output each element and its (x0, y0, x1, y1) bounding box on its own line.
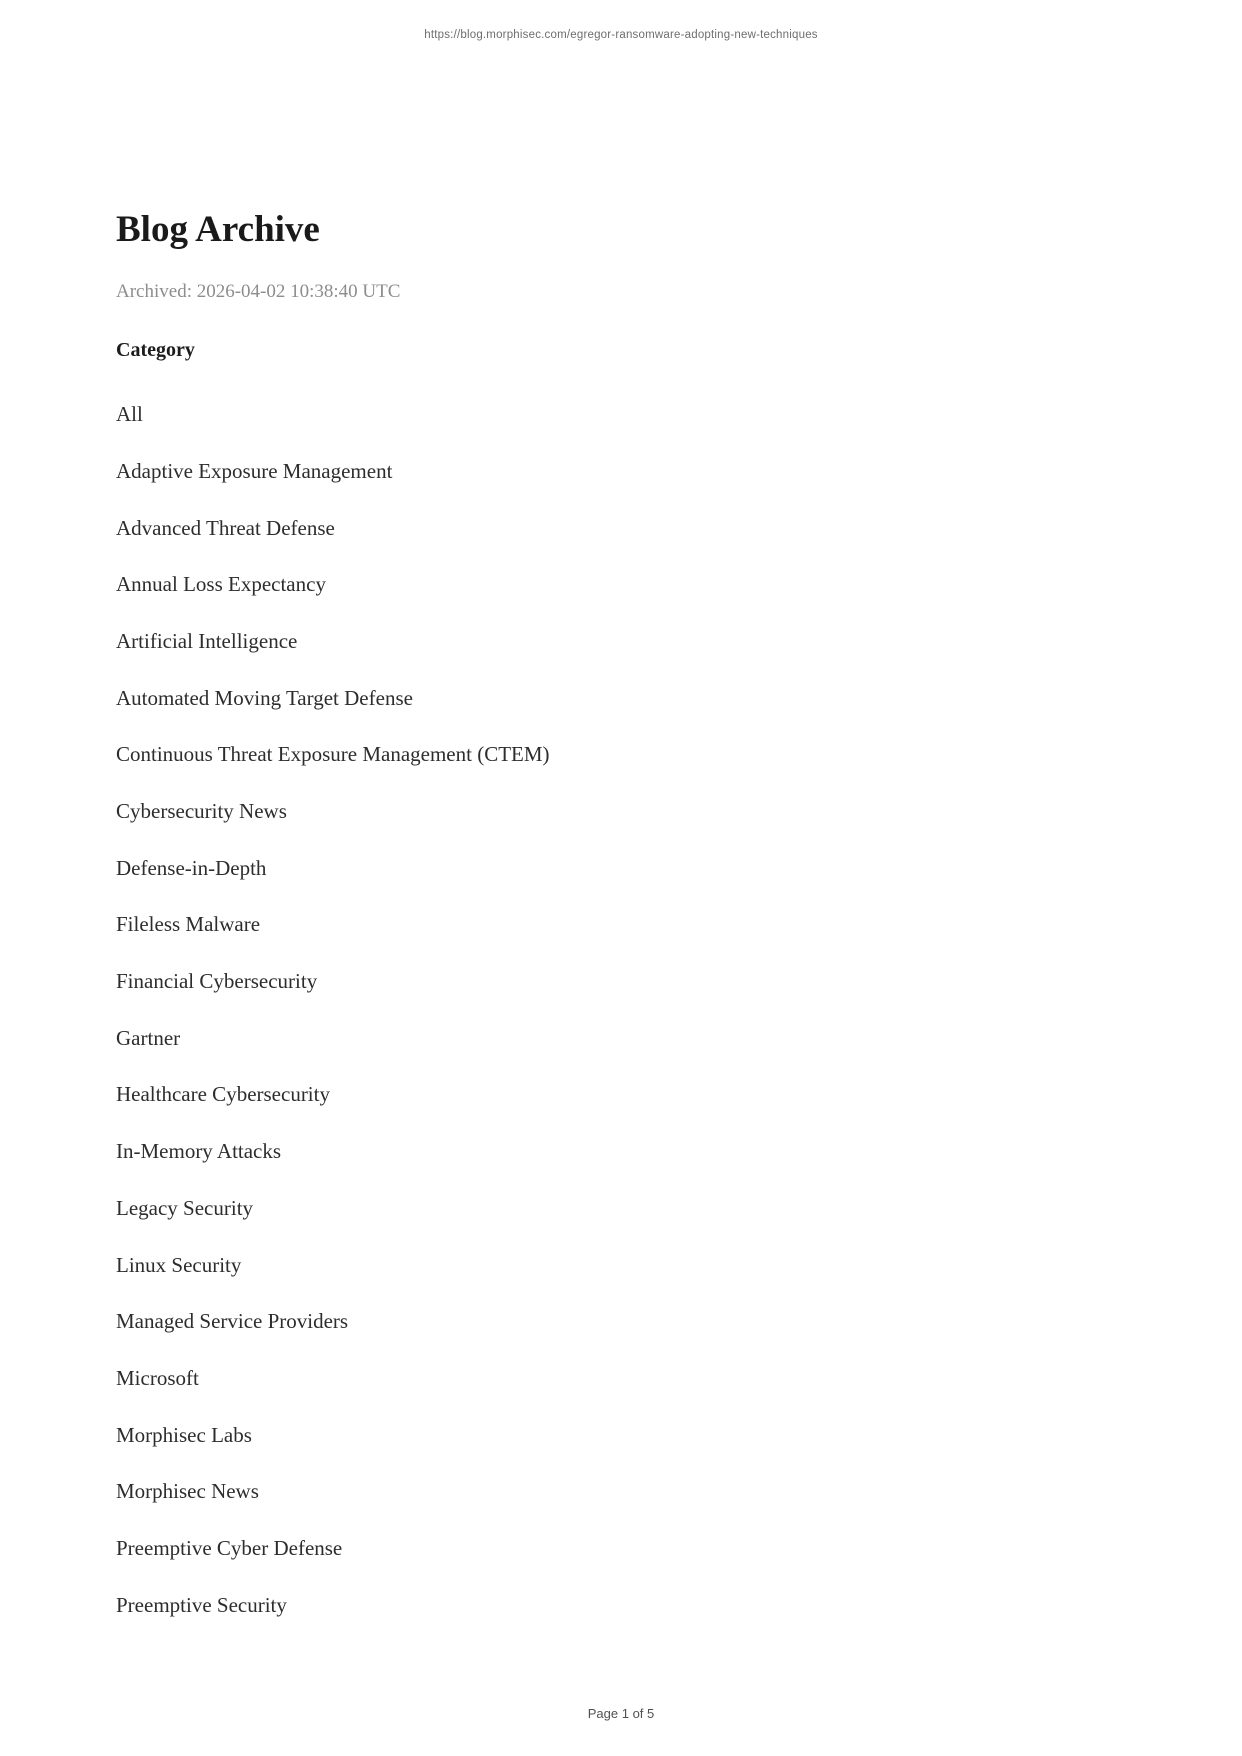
page-number-indicator: Page 1 of 5 (587, 1706, 655, 1721)
category-item[interactable]: Legacy Security (116, 1195, 254, 1220)
category-item[interactable]: Morphisec News (116, 1479, 259, 1504)
category-item[interactable]: Gartner (116, 1025, 181, 1050)
category-item[interactable]: Artificial Intelligence (116, 628, 298, 653)
category-item[interactable]: Cybersecurity News (116, 799, 287, 823)
category-item[interactable]: Automated Moving Target Defense (116, 685, 413, 710)
category-item[interactable]: Healthcare Cybersecurity (116, 1082, 330, 1107)
category-list (116, 404, 1126, 1615)
page-title: Blog Archive (116, 209, 320, 250)
category-item[interactable]: Financial Cybersecurity (116, 969, 318, 994)
category-item[interactable]: Adaptive Exposure Management (116, 458, 393, 483)
category-item[interactable]: In-Memory Attacks (116, 1139, 282, 1164)
archive-source-url: https://blog.morphisec.com/egregor-ransomware-adopting-new-techniques (424, 29, 818, 41)
category-item[interactable]: All (116, 402, 143, 427)
category-item[interactable]: Microsoft (116, 1365, 199, 1390)
category-heading: Category (116, 339, 195, 362)
category-item[interactable]: Defense-in-Depth (116, 855, 267, 880)
category-item[interactable]: Linux Security (116, 1252, 242, 1277)
category-item[interactable]: Annual Loss Expectancy (116, 572, 326, 597)
archived-timestamp: Archived: 2026-04-02 10:38:40 UTC (116, 281, 401, 303)
category-item[interactable]: Fileless Malware (116, 912, 261, 937)
category-item[interactable]: Morphisec Labs (116, 1422, 252, 1447)
category-item[interactable]: Advanced Threat Defense (116, 515, 335, 540)
category-item[interactable]: Continuous Threat Exposure Management (CTEM) (116, 742, 550, 767)
category-item[interactable]: Preemptive Security (116, 1592, 287, 1617)
category-item[interactable]: Preemptive Cyber Defense (116, 1535, 343, 1560)
category-item[interactable]: Managed Service Providers (116, 1309, 349, 1334)
